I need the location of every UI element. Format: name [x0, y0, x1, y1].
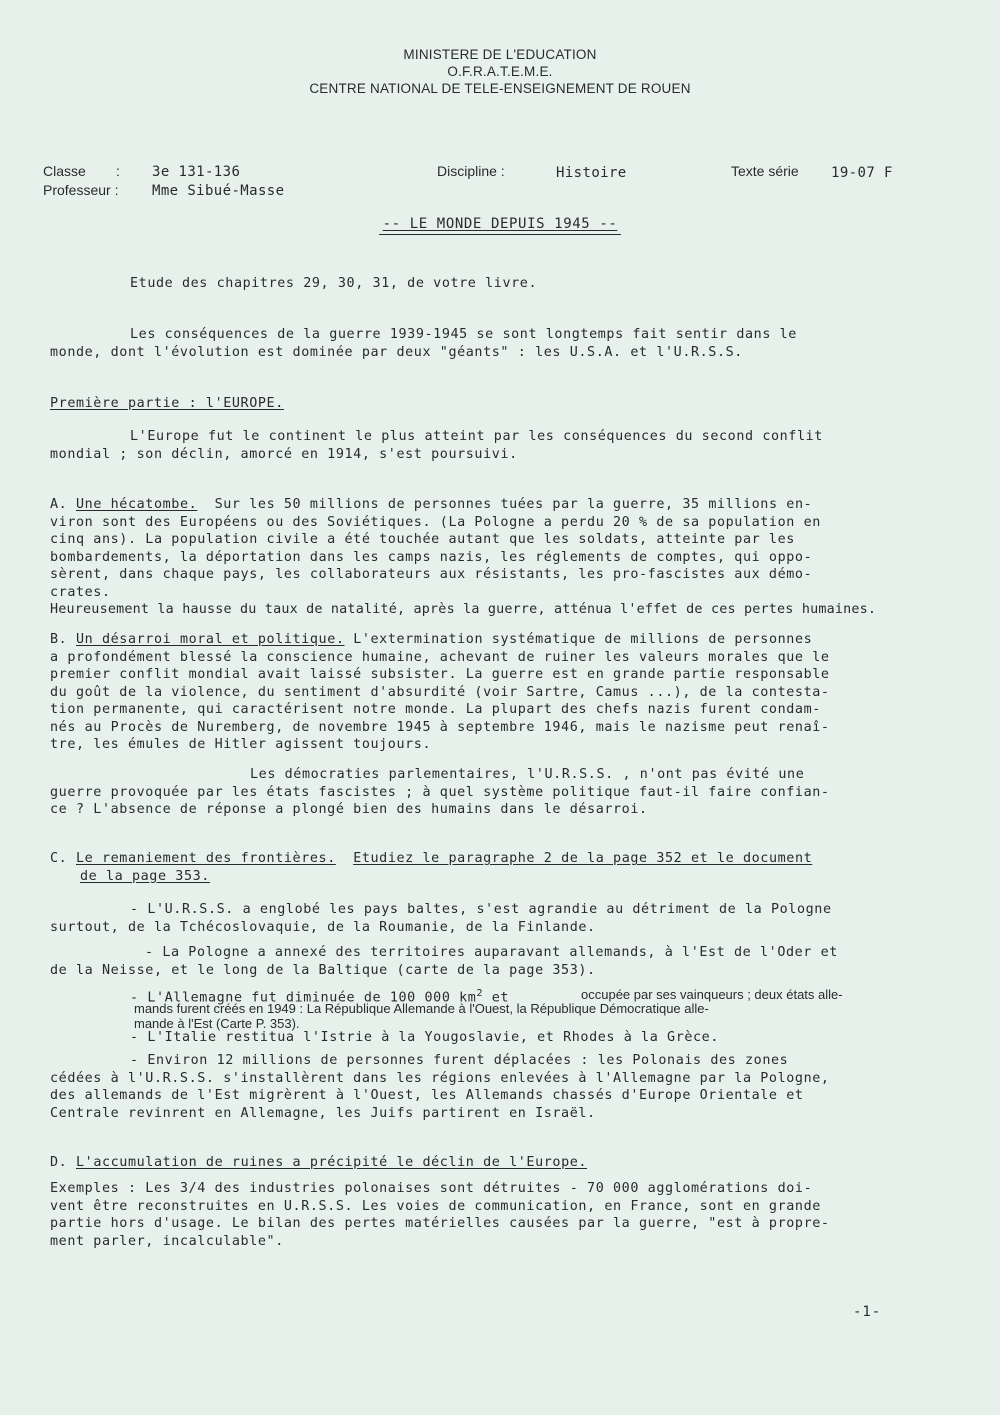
- classe-label: Classe: [43, 163, 86, 179]
- section-c-germany-handtyped-1: occupée par ses vainqueurs ; deux états alle-: [581, 987, 843, 1002]
- section-b-letter: B.: [50, 632, 68, 647]
- texte-serie-value: 19-07 F: [831, 165, 893, 181]
- title-text: -- LE MONDE DEPUIS 1945 --: [379, 216, 622, 235]
- classe-value: 3e 131-136: [152, 164, 241, 180]
- section-d-paragraph: Exemples : Les 3/4 des industries polonaises sont détruites - 70 000 agglomérations doi- vent être reconstruites en U.R.S.S. Les voies de communication, en France, sont en grande partie hors d'usage. Le bilan des pertes matérielles causées par la guerre, "est à propre- ment parler, incalculable".: [50, 1181, 830, 1249]
- section-b-paragraph-2: Les démocraties parlementaires, l'U.R.S.S. , n'ont pas évité une guerre provoquée par les états fascistes ; à quel système politique faut-il faire confian- ce ? L'absence de réponse a plongé bien des humains dans le désarroi.: [50, 767, 830, 817]
- header-centre: CENTRE NATIONAL DE TELE-ENSEIGNEMENT DE ROUEN: [309, 81, 691, 96]
- section-b: B. Un désarroi moral et politique. L'extermination systématique de millions de personnes a profondément blessé la conscience humaine, achevant de ruiner les valeurs morales que le premier conflit mondial avait laissé subsister. La guerre est en grande partie responsable du goût de la violence, du sentiment d'absurdité (voir Sartre, Camus ...), de la contesta- tion permanente, qui caractérisent notre monde. La plupart des chefs nazis furent condam- nés au Procès de Nuremberg, de novembre 1945 à septembre 1946, mais le nazisme peut renaî- tre, les émules de Hitler agissent toujours.: [50, 632, 830, 752]
- section-c-title: Le remaniement des frontières.: [76, 851, 336, 866]
- section-c-bullet-italy: - L'Italie restitua l'Istrie à la Yougoslavie, et Rhodes à la Grèce.: [130, 1030, 720, 1045]
- section-b-title: Un désarroi moral et politique.: [76, 632, 345, 647]
- header-ministry: MINISTERE DE L'EDUCATION: [403, 47, 597, 62]
- discipline-value: Histoire: [556, 165, 627, 181]
- intro-paragraph: Les conséquences de la guerre 1939-1945 se sont longtemps fait sentir dans le monde, dont l'évolution est dominée par deux "géants" : les U.S.A. et l'U.R.S.S.: [50, 327, 797, 360]
- section-d-title: L'accumulation de ruines a précipité le déclin de l'Europe.: [76, 1155, 588, 1170]
- part1-paragraph: L'Europe fut le continent le plus atteint par les conséquences du second conflit mondial ; son déclin, amorcé en 1914, s'est poursuivi.: [50, 429, 823, 462]
- professeur-value: Mme Sibué-Masse: [152, 183, 285, 199]
- section-c-bullet-germany: - L'Allemagne fut diminuée de 100 000 $km^2$ et: [130, 988, 510, 1006]
- header-ofrateme: O.F.R.A.T.E.M.E.: [447, 64, 553, 79]
- section-d-letter: D.: [50, 1155, 68, 1170]
- intro-study: Etude des chapitres 29, 30, 31, de votre livre.: [130, 276, 538, 291]
- section-c-heading: C. Le remaniement des frontières. Etudiez le paragraphe 2 de la page 352 et le document de la page 353.: [50, 851, 813, 884]
- part1-heading: Première partie : l'EUROPE.: [50, 396, 284, 411]
- page-number: -1-: [853, 1304, 882, 1320]
- texte-serie-label: Texte série: [731, 163, 799, 179]
- section-c-germany-handtyped-2: mands furent créés en 1949 : La République Allemande à l'Ouest, la République Démocratique alle-: [134, 1001, 709, 1016]
- document-title: [0, 216, 1000, 232]
- section-c-instruction: Etudiez le paragraphe 2 de la page 352 et le document: [353, 851, 813, 866]
- section-c-letter: C.: [50, 851, 68, 866]
- section-c-bullet-displaced: - Environ 12 millions de personnes furent déplacées : les Polonais des zones cédées à l'U.R.S.S. s'installèrent dans les régions enlevées à l'Allemagne par la Pologne, des allemands de l'Est migrèrent à l'Ouest, les Allemands chassés d'Europe Orientale et Centrale revinrent en Allemagne, les Juifs partirent en Israël.: [50, 1053, 830, 1121]
- document-header: [0, 46, 1000, 97]
- section-c-bullet-ussr: - L'U.R.S.S. a englobé les pays baltes, s'est agrandie au détriment de la Pologne surtout, de la Tchécoslovaquie, de la Roumanie, de la Finlande.: [50, 902, 832, 935]
- section-a-title: Une hécatombe.: [76, 497, 198, 512]
- section-c-germany-handtyped-3: mande à l'Est (Carte P. 353).: [134, 1016, 300, 1031]
- section-d-heading: [50, 1154, 970, 1172]
- section-a: A. Une hécatombe. Sur les 50 millions de personnes tuées par la guerre, 35 millions en- viron sont des Européens ou des Soviétiques. (La Pologne a perdu 20 % de sa population en cinq ans). La population civile a été touchée autant que les soldats, atteinte par les bombardements, la déportation dans les camps nazis, les réglements de comptes, qui oppo- sèrent, dans chaque pays, les collaborateurs aux résistants, les pro-fascistes aux démo- crates. Heureusement la hausse du taux de natalité, après la guerre, atténua l'effet de ces pertes humaines.: [50, 497, 877, 617]
- professeur-label: Professeur :: [43, 182, 119, 198]
- classe-colon: :: [116, 163, 120, 179]
- section-a-letter: A.: [50, 497, 68, 512]
- discipline-label: Discipline :: [437, 163, 505, 179]
- section-c-bullet-poland: - La Pologne a annexé des territoires auparavant allemands, à l'Est de l'Oder et de la Neisse, et le long de la Baltique (carte de la page 353).: [50, 945, 838, 978]
